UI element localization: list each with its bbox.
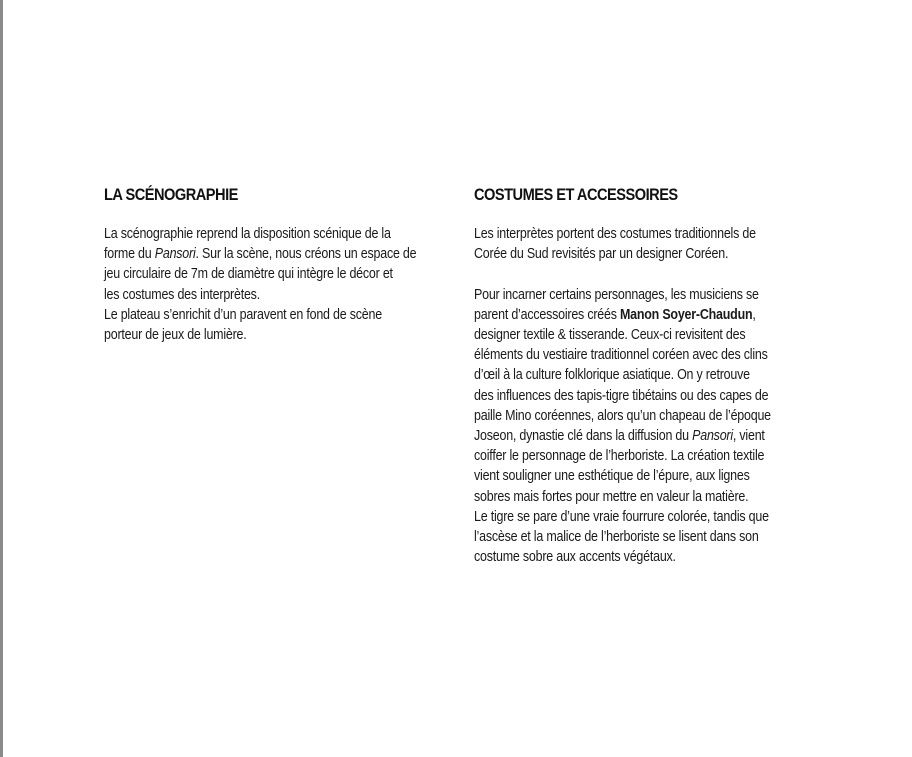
- text-line: l’ascèse et la malice de l’herboriste se lisent dans son: [474, 529, 759, 546]
- text-line: Pour incarner certains personnages, les musiciens se: [474, 286, 759, 303]
- text-line: les costumes des interprètes.: [104, 286, 260, 303]
- paragraph-gap: [474, 264, 814, 284]
- pansori-title: Pansori: [692, 428, 733, 445]
- text-line: jeu circulaire de 7m de diamètre qui intègre le décor et: [104, 266, 393, 283]
- text-line: Le plateau s’enrichit d’un paravent en fond de scène: [104, 306, 382, 323]
- text-line: forme du Pansori. Sur la scène, nous créons un espace de: [104, 246, 417, 263]
- text-line: designer textile & tisserande. Ceux-ci revisitent des: [474, 327, 746, 343]
- costumes-heading: COSTUMES ET ACCESSOIRES: [474, 185, 678, 204]
- text-line: La scénographie reprend la disposition scénique de la: [104, 226, 391, 242]
- text-line: Le tigre se pare d’une vraie fourrure colorée, tandis que: [474, 508, 769, 525]
- scenographie-section: [104, 184, 449, 345]
- designer-name: Manon Soyer-Chaudun: [619, 306, 753, 323]
- costumes-paragraph: [474, 224, 814, 567]
- text-line: d’œil à la culture folklorique asiatique. On y retrouve: [474, 367, 750, 384]
- text-line: vient souligner une esthétique de l’épure, aux lignes: [474, 468, 750, 485]
- scenographie-heading: LA SCÉNOGRAPHIE: [104, 185, 238, 204]
- costumes-section: [474, 184, 814, 567]
- text-line: Les interprètes portent des costumes traditionnels de: [474, 226, 756, 242]
- scenographie-paragraph: [104, 224, 449, 345]
- text-line: coiffer le personnage de l’herboriste. La création textile: [474, 448, 765, 465]
- text-line: sobres mais fortes pour mettre en valeur la matière.: [474, 488, 749, 505]
- pansori-title: Pansori: [154, 246, 196, 263]
- text-line: Joseon, dynastie clé dans la diffusion du Pansori, vient: [474, 428, 765, 445]
- text-line: des influences des tapis-tigre tibétains ou des capes de: [474, 387, 769, 404]
- text-line: porteur de jeux de lumière.: [104, 327, 247, 344]
- text-line: parent d’accessoires créés Manon Soyer-Chaudun,: [474, 306, 756, 323]
- text-line: éléments du vestiaire traditionnel coréen avec des clins: [474, 347, 768, 364]
- text-line: Corée du Sud revisités par un designer Coréen.: [474, 246, 729, 263]
- text-line: paille Mino coréennes, alors qu’un chapeau de l’époque: [474, 407, 771, 424]
- document-page: [3, 0, 912, 757]
- text-line: costume sobre aux accents végétaux.: [474, 549, 676, 566]
